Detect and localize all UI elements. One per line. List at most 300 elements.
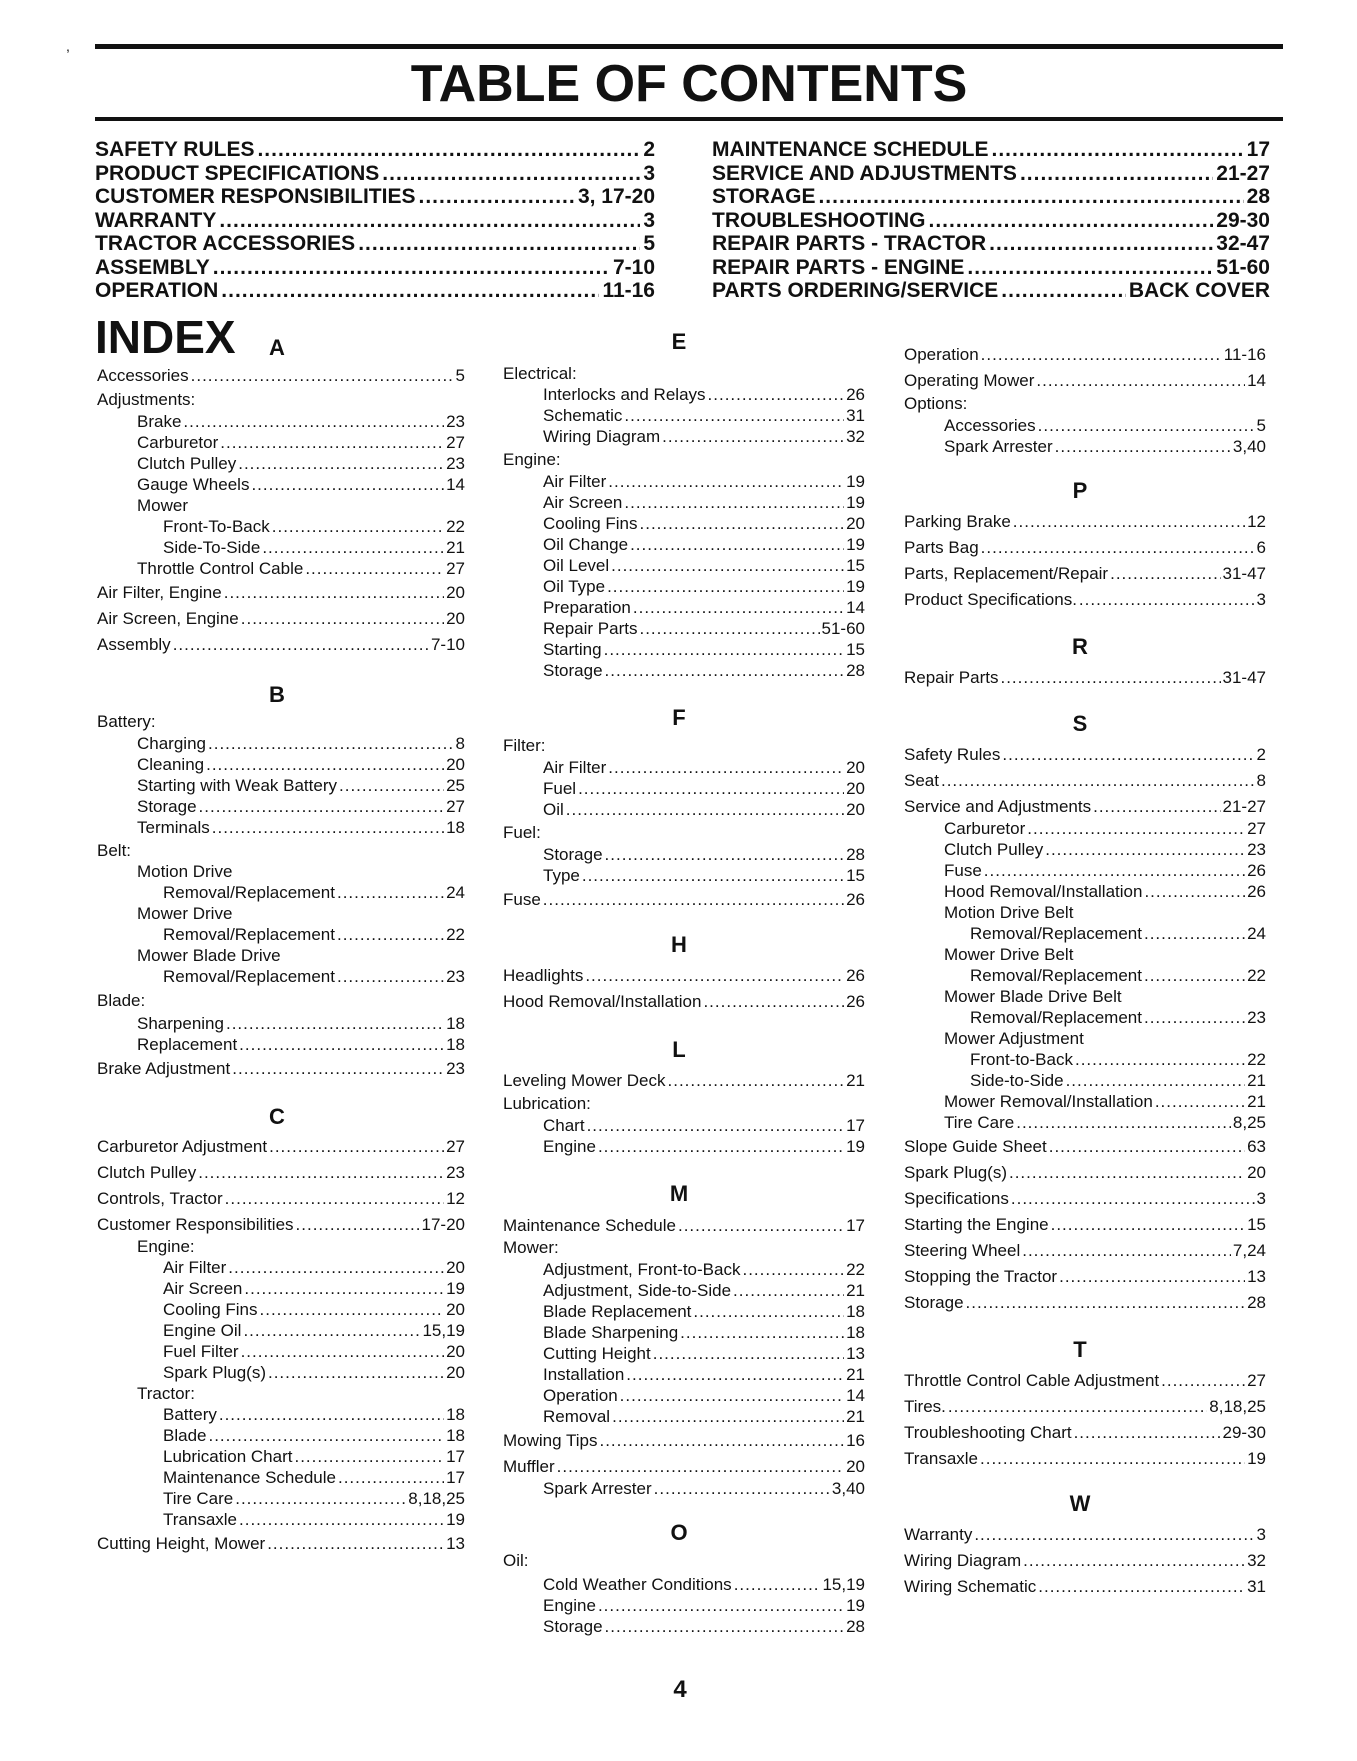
index-subheading: Lubrication: (503, 1094, 591, 1113)
index-entry (137, 1014, 465, 1034)
index-entry-page: 19 (846, 472, 865, 491)
dot-leader (1059, 1267, 1245, 1287)
index-subheading: Belt: (97, 841, 132, 860)
index-entry-label: Tires. (904, 1397, 946, 1416)
dot-leader (382, 162, 640, 186)
index-entry-page: 23 (446, 454, 465, 473)
index-entry-page: 20 (446, 1363, 465, 1382)
dot-leader (338, 1468, 444, 1488)
dot-leader (241, 1342, 445, 1362)
index-entry-label: Front-to-Back (970, 1050, 1073, 1069)
dot-leader (1001, 279, 1126, 303)
index-subheading: Battery: (97, 712, 156, 731)
index-entry-page: 14 (846, 598, 865, 617)
dot-leader (1093, 797, 1220, 817)
index-entry-label: Gauge Wheels (137, 475, 250, 494)
index-entry-label: Storage (543, 661, 603, 680)
index-entry-page: 18 (446, 1426, 465, 1445)
index-entry-page: 20 (846, 1457, 865, 1476)
index-entry (543, 1386, 865, 1406)
index-entry-page: 23 (446, 1059, 465, 1078)
dot-leader (742, 1260, 844, 1280)
index-entry-page: 32 (1247, 1551, 1266, 1570)
index-entry-page: 25 (446, 776, 465, 795)
index-entry-page: 16 (846, 1431, 865, 1450)
index-entry-label: Repair Parts (543, 619, 638, 638)
index-entry-page: 12 (1247, 512, 1266, 531)
index-entry (970, 1050, 1266, 1070)
index-entry-page: 22 (446, 517, 465, 536)
index-entry-page: 19 (1247, 1449, 1266, 1468)
index-entry (163, 1489, 465, 1509)
index-entry-label: Throttle Control Cable Adjustment (904, 1371, 1160, 1390)
index-entry-label: Air Filter (543, 472, 607, 491)
dot-leader (703, 992, 844, 1012)
index-entry-page: 20 (846, 800, 865, 819)
index-entry-label: Starting with Weak Battery (137, 776, 337, 795)
index-entry (543, 493, 865, 513)
dot-leader (981, 538, 1255, 558)
index-entry-page: 18 (446, 1405, 465, 1424)
dot-leader (262, 538, 444, 558)
index-entry (543, 779, 865, 799)
index-entry-label: Air Filter (543, 758, 607, 777)
index-entry-page: 15,19 (422, 1321, 465, 1340)
index-letter: F (672, 705, 686, 730)
index-entry-label: Spark Arrester (944, 437, 1053, 456)
index-entry (904, 1189, 1266, 1209)
index-subheading: Oil: (503, 1551, 529, 1570)
index-entry (543, 661, 865, 681)
index-entry-label: Maintenance Schedule (503, 1216, 676, 1235)
index-entry (543, 845, 865, 865)
index-entry-label: Battery (163, 1405, 217, 1424)
dot-leader (206, 755, 444, 775)
index-entry-page: 13 (1247, 1267, 1266, 1286)
dot-leader (219, 209, 640, 233)
index-entry (503, 1071, 865, 1091)
index-entry (904, 1397, 1266, 1417)
index-entry-label: Engine (543, 1596, 596, 1615)
index-entry-label: Tire Care (163, 1489, 234, 1508)
toc-entry (712, 209, 1270, 233)
dot-leader (198, 1163, 444, 1183)
index-entry (163, 1447, 465, 1467)
index-entry (944, 819, 1266, 839)
index-entry-page: 3,40 (831, 1479, 865, 1498)
index-entry (503, 890, 865, 910)
toc-entry (95, 162, 655, 186)
dot-leader (733, 1281, 844, 1301)
dot-leader (1038, 416, 1255, 436)
index-entry (163, 1405, 465, 1425)
index-entry-label: Air Screen (543, 493, 623, 512)
dot-leader (662, 427, 844, 447)
index-entry-page: 28 (846, 1617, 865, 1636)
index-entry (904, 1241, 1266, 1261)
index-entry-label: Storage (543, 845, 603, 864)
index-entry-label: Fuse (944, 861, 982, 880)
index-entry-page: 23 (1247, 1008, 1266, 1027)
index-entry-page: 27 (446, 559, 465, 578)
toc-entry-page: 2 (643, 138, 655, 161)
index-entry (543, 640, 865, 660)
index-entry (503, 966, 865, 986)
index-entry-page: 11-16 (1223, 345, 1266, 364)
index-entry-page: 26 (846, 992, 865, 1011)
index-entry-label: Product Specifications. (904, 590, 1077, 609)
index-entry-page: 18 (446, 818, 465, 837)
dot-leader (1110, 564, 1220, 584)
dot-leader (225, 1189, 444, 1209)
index-entry-label: Warranty (904, 1525, 973, 1544)
index-entry (944, 416, 1266, 436)
index-entry (543, 1302, 865, 1322)
toc-entry-page: 21-27 (1216, 161, 1270, 185)
index-entry-page: 63 (1247, 1137, 1266, 1156)
index-entry-label: Tire Care (944, 1113, 1015, 1132)
index-entry-page: 21 (846, 1071, 865, 1090)
dot-leader (1079, 590, 1255, 610)
index-entry-label: Steering Wheel (904, 1241, 1021, 1260)
index-letter: R (1072, 634, 1088, 659)
index-entry-label: Carburetor Adjustment (97, 1137, 268, 1156)
index-entry (944, 437, 1266, 457)
index-letter: B (269, 682, 285, 707)
index-entry-page: 28 (846, 661, 865, 680)
index-subheading: Motion Drive (137, 862, 233, 881)
index-entry-label: Muffler (503, 1457, 555, 1476)
index-letter: T (1073, 1337, 1087, 1362)
index-entry-page: 13 (846, 1344, 865, 1363)
index-entry-label: Parts Bag (904, 538, 979, 557)
index-entry-page: 19 (846, 577, 865, 596)
index-entry (163, 925, 465, 945)
toc-entry (712, 279, 1270, 303)
index-entry (137, 454, 465, 474)
index-entry-label: Cutting Height (543, 1344, 651, 1363)
index-entry-label: Accessories (944, 416, 1036, 435)
index-entry (944, 882, 1266, 902)
index-entry-label: Front-To-Back (163, 517, 270, 536)
index-letter: E (671, 329, 687, 354)
index-entry (163, 1510, 465, 1530)
toc-entry-label: SERVICE AND ADJUSTMENTS (712, 161, 1017, 185)
dot-leader (243, 1321, 420, 1341)
index-entry-label: Spark Plug(s) (163, 1363, 266, 1382)
index-entry-page: 20 (846, 758, 865, 777)
dot-leader (212, 818, 444, 838)
dot-leader (199, 797, 445, 817)
dot-leader (1161, 1371, 1245, 1391)
index-entry-label: Removal (543, 1407, 611, 1426)
index-entry-label: Clutch Pulley (97, 1163, 197, 1182)
index-entry-page: 51-60 (821, 619, 865, 638)
index-entry-page: 15 (1247, 1215, 1266, 1234)
index-entry (904, 512, 1266, 532)
index-entry-page: 20 (446, 1342, 465, 1361)
index-entry-page: 14 (846, 1386, 865, 1405)
index-entry (543, 1281, 865, 1301)
index-entry (904, 345, 1266, 365)
index-subheading: Fuel: (503, 823, 541, 842)
top-rule (95, 44, 1283, 49)
index-entry-page: 21 (1247, 1071, 1266, 1090)
index-entry (904, 1423, 1266, 1443)
index-entry (543, 556, 865, 576)
index-subheading: Engine: (137, 1237, 195, 1256)
index-entry-page: 19 (846, 493, 865, 512)
dot-leader (1020, 162, 1213, 186)
toc-entry-page: 11-16 (602, 279, 655, 302)
toc-entry-label: TROUBLESHOOTING (712, 208, 926, 232)
toc-entry (95, 279, 655, 303)
index-entry-label: Oil Change (543, 535, 629, 554)
index-entry-label: Cooling Fins (543, 514, 638, 533)
toc-entry-label: PRODUCT SPECIFICATIONS (95, 161, 380, 185)
index-entry-page: 27 (1247, 1371, 1266, 1390)
index-entry (904, 371, 1266, 391)
index-entry-page: 18 (446, 1035, 465, 1054)
toc-entry (712, 232, 1270, 256)
dot-leader (587, 1116, 845, 1136)
index-entry-label: Terminals (137, 818, 210, 837)
index-entry-label: Controls, Tractor (97, 1189, 223, 1208)
index-entry (543, 406, 865, 426)
index-entry (163, 517, 465, 537)
toc-entry-label: WARRANTY (95, 208, 217, 232)
index-entry-page: 19 (446, 1279, 465, 1298)
index-entry-page: 3 (1256, 1189, 1266, 1208)
index-subheading: Mower: (503, 1238, 559, 1257)
index-subheading: Mower Drive Belt (944, 945, 1074, 964)
toc-left-column (95, 138, 655, 303)
dot-leader (220, 433, 444, 453)
corner-mark: , (66, 38, 70, 54)
index-entry (137, 776, 465, 796)
index-subheading: Tractor: (137, 1384, 195, 1403)
index-entry-page: 20 (446, 609, 465, 628)
index-entry (503, 1216, 865, 1236)
index-entry-label: Carburetor (944, 819, 1026, 838)
index-entry-label: Repair Parts (904, 668, 999, 687)
dot-leader (566, 800, 844, 820)
index-entry (137, 1035, 465, 1055)
index-entry (137, 797, 465, 817)
index-entry-page: 26 (1247, 861, 1266, 880)
index-entry-page: 20 (446, 1258, 465, 1277)
dot-leader (605, 661, 845, 681)
dot-leader (605, 845, 845, 865)
dot-leader (654, 1479, 830, 1499)
dot-leader (941, 771, 1255, 791)
index-entry (543, 758, 865, 778)
dot-leader (639, 619, 819, 639)
dot-leader (599, 1431, 844, 1451)
index-entry-label: Type (543, 866, 580, 885)
index-subheading: Motion Drive Belt (944, 903, 1074, 922)
dot-leader (582, 866, 844, 886)
index-subheading: Electrical: (503, 364, 577, 383)
dot-leader (208, 734, 454, 754)
index-letter: S (1072, 711, 1088, 736)
dot-leader (966, 1293, 1246, 1313)
index-entry (163, 1279, 465, 1299)
index-entry (904, 564, 1266, 584)
toc-entry (95, 256, 655, 280)
index-entry (137, 559, 465, 579)
index-entry (503, 992, 865, 1012)
index-entry-label: Mower Removal/Installation (944, 1092, 1153, 1111)
dot-leader (611, 556, 844, 576)
index-entry-page: 27 (446, 797, 465, 816)
index-entry-label: Fuel Filter (163, 1342, 239, 1361)
dot-leader (1023, 1551, 1245, 1571)
index-entry (163, 967, 465, 987)
dot-leader (235, 1489, 406, 1509)
dot-leader (612, 1407, 844, 1427)
dot-leader (239, 1035, 444, 1055)
dot-leader (269, 1137, 444, 1157)
dot-leader (1074, 1423, 1221, 1443)
index-entry-page: 27 (1247, 819, 1266, 838)
dot-leader (640, 514, 845, 534)
index-entry (97, 1059, 465, 1079)
dot-leader (226, 1014, 444, 1034)
index-subheading: Filter: (503, 736, 546, 755)
index-entry-page: 17-20 (421, 1215, 465, 1234)
index-entry-label: Clutch Pulley (944, 840, 1044, 859)
index-entry-page: 3 (1256, 1525, 1266, 1544)
index-entry-page: 12 (446, 1189, 465, 1208)
dot-leader (1144, 1008, 1245, 1028)
dot-leader (419, 185, 575, 209)
index-entry (543, 1137, 865, 1157)
index-entry-page: 26 (846, 966, 865, 985)
dot-leader (337, 967, 444, 987)
index-entry-label: Cooling Fins (163, 1300, 258, 1319)
index-entry-label: Side-To-Side (163, 538, 261, 557)
index-entry-label: Interlocks and Relays (543, 385, 706, 404)
index-entry-label: Assembly (97, 635, 171, 654)
index-entry-page: 7-10 (430, 635, 465, 654)
dot-leader (680, 1323, 844, 1343)
index-entry (97, 366, 465, 386)
index-entry-page: 20 (1247, 1163, 1266, 1182)
index-entry-page: 17 (846, 1216, 865, 1235)
index-entry-label: Maintenance Schedule (163, 1468, 336, 1487)
index-entry (543, 1617, 865, 1637)
index-entry-label: Charging (137, 734, 206, 753)
index-entry (543, 866, 865, 886)
index-entry-label: Spark Arrester (543, 1479, 652, 1498)
index-entry-label: Removal/Replacement (163, 967, 335, 986)
dot-leader (1144, 924, 1245, 944)
index-entry-label: Removal/Replacement (970, 924, 1142, 943)
dot-leader (296, 1215, 420, 1235)
dot-leader (734, 1575, 821, 1595)
index-entry-label: Preparation (543, 598, 631, 617)
index-entry (97, 1534, 465, 1554)
dot-leader (668, 1071, 845, 1091)
index-entry (543, 1596, 865, 1616)
index-subheading: Mower Blade Drive Belt (944, 987, 1122, 1006)
index-entry-label: Transaxle (904, 1449, 979, 1468)
index-entry (904, 1267, 1266, 1287)
index-entry-page: 18 (846, 1323, 865, 1342)
dot-leader (272, 517, 444, 537)
index-entry-page: 21-27 (1222, 797, 1266, 816)
dot-leader (1049, 1137, 1245, 1157)
index-entry (137, 734, 465, 754)
index-entry-label: Air Filter (163, 1258, 227, 1277)
dot-leader (1002, 745, 1254, 765)
index-entry (944, 1113, 1266, 1133)
index-entry (543, 1365, 865, 1385)
index-entry-label: Starting the Engine (904, 1215, 1049, 1234)
index-entry-page: 17 (846, 1116, 865, 1135)
dot-leader (653, 1344, 844, 1364)
index-entry-label: Throttle Control Cable (137, 559, 304, 578)
index-entry-page: 3,40 (1232, 437, 1266, 456)
index-entry-label: Oil Type (543, 577, 606, 596)
index-entry (904, 771, 1266, 791)
dot-leader (1016, 1113, 1231, 1133)
index-entry-page: 24 (1247, 924, 1266, 943)
index-entry (970, 1071, 1266, 1091)
dot-leader (624, 493, 844, 513)
index-entry-label: Oil Level (543, 556, 610, 575)
dot-leader (358, 232, 640, 256)
index-entry (543, 1479, 865, 1499)
index-entry-label: Storage (137, 797, 197, 816)
index-entry-page: 27 (446, 433, 465, 452)
dot-leader (604, 640, 844, 660)
index-entry-label: Operating Mower (904, 371, 1035, 390)
toc-entry-page: 17 (1246, 138, 1270, 161)
index-entry-page: 19 (846, 535, 865, 554)
index-entry-label: Fuse (503, 890, 541, 909)
index-entry-label: Storage (543, 1617, 603, 1636)
index-entry-label: Hood Removal/Installation (944, 882, 1143, 901)
index-entry-label: Brake Adjustment (97, 1059, 231, 1078)
index-entry-label: Side-to-Side (970, 1071, 1064, 1090)
dot-leader (678, 1216, 844, 1236)
index-entry-page: 7,24 (1232, 1241, 1266, 1260)
dot-leader (268, 1363, 444, 1383)
index-entry (543, 598, 865, 618)
index-entry-page: 31-47 (1222, 668, 1266, 687)
index-entry-label: Slope Guide Sheet (904, 1137, 1047, 1156)
index-entry-label: Air Filter, Engine (97, 583, 222, 602)
index-entry-label: Wiring Diagram (543, 427, 661, 446)
index-entry-page: 19 (846, 1596, 865, 1615)
index-entry-page: 8,25 (1232, 1113, 1266, 1132)
index-entry-label: Blade (163, 1426, 207, 1445)
index-entry (97, 609, 465, 629)
toc-entry-label: CUSTOMER RESPONSIBILITIES (95, 185, 416, 208)
index-entry-label: Air Screen, Engine (97, 609, 239, 628)
dot-leader (693, 1302, 844, 1322)
index-entry (543, 800, 865, 820)
index-entry (904, 1551, 1266, 1571)
index-entry (503, 1457, 865, 1477)
index-entry-page: 21 (846, 1407, 865, 1426)
index-entry-page: 26 (846, 890, 865, 909)
index-entry-label: Blade Replacement (543, 1302, 692, 1321)
dot-leader (183, 412, 444, 432)
index-entry-page: 23 (446, 1163, 465, 1182)
